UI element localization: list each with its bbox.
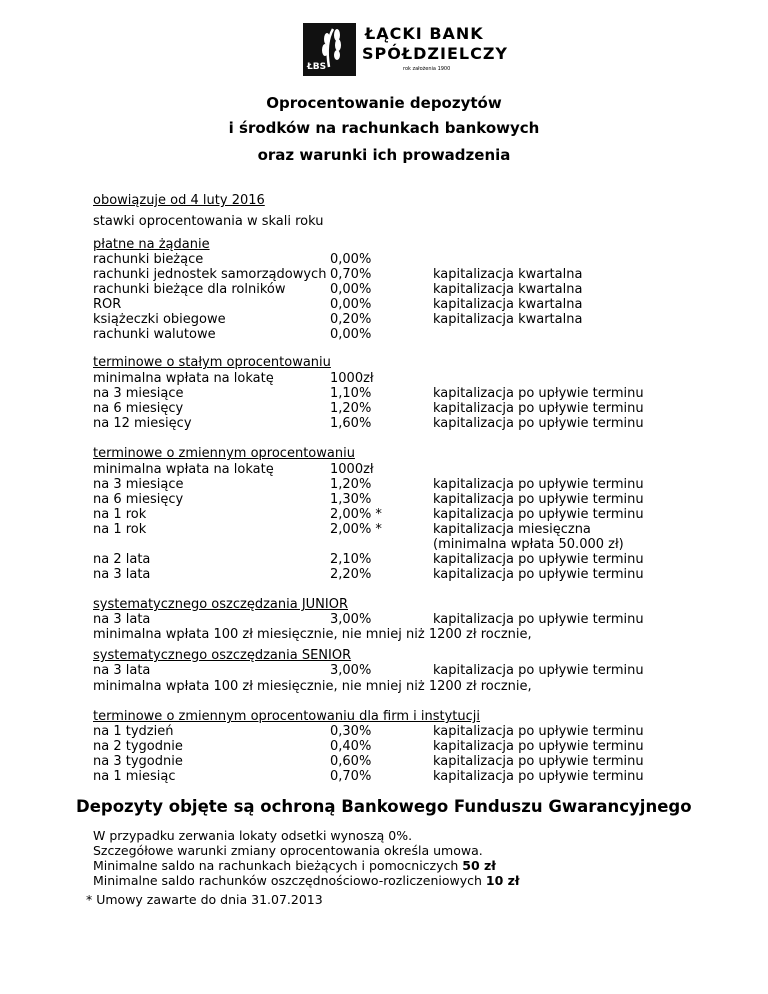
rate-row-name: rachunki bieżące dla rolników [93, 282, 286, 297]
rate-row-capitalization: kapitalizacja kwartalna [433, 297, 583, 312]
note-line2: Szczegółowe warunki zmiany oprocentowania określa umowa. [93, 843, 483, 858]
rate-row-name: na 1 rok [93, 522, 147, 537]
junior-rate: 3,00% [330, 612, 372, 627]
rate-row-capitalization: kapitalizacja po upływie terminu [433, 401, 644, 416]
rate-row-name: rachunki jednostek samorządowych [93, 267, 327, 282]
rate-row-rate: 1000zł [330, 462, 374, 477]
rate-row-name: książeczki obiegowe [93, 312, 226, 327]
rate-row-name: na 3 lata [93, 567, 151, 582]
rate-row-rate: 2,10% [330, 552, 372, 567]
rate-row-name: minimalna wpłata na lokatę [93, 462, 274, 477]
guarantee-heading: Depozyty objęte są ochroną Bankowego Funduszu Gwarancyjnego [76, 797, 692, 816]
rate-row-capitalization: kapitalizacja kwartalna [433, 267, 583, 282]
rate-row-name: ROR [93, 297, 122, 312]
note-line3 [93, 858, 496, 873]
junior-term: na 3 lata [93, 612, 151, 627]
rate-row-rate: 0,00% [330, 297, 372, 312]
rate-row-name: rachunki bieżące [93, 252, 204, 267]
rate-row-capitalization: kapitalizacja po upływie terminu [433, 477, 644, 492]
rate-row-rate: 0,40% [330, 739, 372, 754]
rate-row-capitalization: kapitalizacja po upływie terminu [433, 492, 644, 507]
senior-capitalization: kapitalizacja po upływie terminu [433, 663, 644, 678]
rate-row-name: na 1 miesiąc [93, 769, 176, 784]
companies-heading: terminowe o zmiennym oprocentowaniu dla firm i instytucji [93, 709, 480, 724]
rate-row-capitalization: kapitalizacja po upływie terminu [433, 567, 644, 582]
rate-row-rate: 1,30% [330, 492, 372, 507]
bank-founded: rok założenia 1900 [403, 66, 451, 72]
rate-row-rate: 0,70% [330, 267, 372, 282]
rate-row-rate: 2,00% * [330, 507, 382, 522]
junior-capitalization: kapitalizacja po upływie terminu [433, 612, 644, 627]
rate-row-rate: 0,60% [330, 754, 372, 769]
rate-row-name: na 6 miesięcy [93, 492, 184, 507]
note-line3-value: 50 zł [462, 858, 496, 873]
senior-min-payment: minimalna wpłata 100 zł miesięcznie, nie mniej niż 1200 zł rocznie, [93, 679, 532, 694]
rate-row-name: na 1 rok [93, 507, 147, 522]
page-title-line1: Oprocentowanie depozytów [266, 94, 502, 112]
rates-note: stawki oprocentowania w skali roku [93, 214, 324, 229]
senior-rate: 3,00% [330, 663, 372, 678]
rate-row-capitalization: kapitalizacja po upływie terminu [433, 769, 644, 784]
rate-row-rate: 0,70% [330, 769, 372, 784]
bank-name-line2: SPÓŁDZIELCZY [362, 44, 509, 63]
rate-row-name: na 2 lata [93, 552, 151, 567]
rate-row-capitalization: kapitalizacja kwartalna [433, 282, 583, 297]
on-demand-heading: płatne na żądanie [93, 237, 210, 252]
note-line4-value: 10 zł [485, 873, 520, 888]
valid-from: obowiązuje od 4 luty 2016 [93, 193, 265, 208]
fixed-heading: terminowe o stałym oprocentowaniu [93, 355, 331, 370]
rate-row-rate: 2,20% [330, 567, 372, 582]
note-line4 [93, 873, 520, 888]
rate-row-rate: 1,20% [330, 401, 372, 416]
rate-row-capitalization: kapitalizacja miesięczna [433, 522, 591, 537]
rate-row-capitalization: kapitalizacja po upływie terminu [433, 754, 644, 769]
rate-row-capitalization: kapitalizacja po upływie terminu [433, 739, 644, 754]
rate-row-rate: 0,00% [330, 327, 372, 342]
rate-row-capitalization: (minimalna wpłata 50.000 zł) [433, 537, 624, 552]
note-line4-text: Minimalne saldo rachunków oszczędnościowo-rozliczeniowych [93, 873, 486, 888]
rate-row-name: na 3 miesiące [93, 386, 184, 401]
rate-row-rate: 1,20% [330, 477, 372, 492]
senior-heading: systematycznego oszczędzania SENIOR [93, 648, 352, 663]
rate-row-rate: 1,60% [330, 416, 372, 431]
rate-row-rate: 0,20% [330, 312, 372, 327]
rate-row-capitalization: kapitalizacja po upływie terminu [433, 552, 644, 567]
page-title-line2: i środków na rachunkach bankowych [228, 119, 540, 137]
bank-logo [303, 23, 356, 76]
rate-row-name: na 6 miesięcy [93, 401, 184, 416]
bank-name-line1: ŁĄCKI BANK [365, 24, 484, 43]
rate-row-capitalization: kapitalizacja po upływie terminu [433, 416, 644, 431]
junior-min-payment: minimalna wpłata 100 zł miesięcznie, nie mniej niż 1200 zł rocznie, [93, 627, 532, 642]
rate-row-name: na 2 tygodnie [93, 739, 183, 754]
variable-heading: terminowe o zmiennym oprocentowaniu [93, 446, 355, 461]
note-line1: W przypadku zerwania lokaty odsetki wynoszą 0%. [93, 828, 413, 843]
rate-row-capitalization: kapitalizacja kwartalna [433, 312, 583, 327]
rate-row-capitalization: kapitalizacja po upływie terminu [433, 724, 644, 739]
rate-row-name: na 12 miesięcy [93, 416, 192, 431]
rate-row-rate: 0,30% [330, 724, 372, 739]
rate-row-name: na 3 miesiące [93, 477, 184, 492]
rate-row-name: na 3 tygodnie [93, 754, 183, 769]
rate-row-capitalization: kapitalizacja po upływie terminu [433, 386, 644, 401]
rate-row-name: na 1 tydzień [93, 724, 174, 739]
rate-row-rate: 1000zł [330, 371, 374, 386]
senior-term: na 3 lata [93, 663, 151, 678]
footnote: * Umowy zawarte do dnia 31.07.2013 [86, 892, 323, 907]
note-line3-text: Minimalne saldo na rachunkach bieżących i pomocniczych [93, 858, 463, 873]
rate-row-name: rachunki walutowe [93, 327, 216, 342]
rate-row-rate: 0,00% [330, 252, 372, 267]
page-title-line3: oraz warunki ich prowadzenia [257, 146, 511, 164]
rate-row-capitalization: kapitalizacja po upływie terminu [433, 507, 644, 522]
junior-heading: systematycznego oszczędzania JUNIOR [93, 597, 348, 612]
rate-row-name: minimalna wpłata na lokatę [93, 371, 274, 386]
rate-row-rate: 1,10% [330, 386, 372, 401]
rate-row-rate: 2,00% * [330, 522, 382, 537]
logo-text: ŁBS [307, 62, 327, 72]
rate-row-rate: 0,00% [330, 282, 372, 297]
